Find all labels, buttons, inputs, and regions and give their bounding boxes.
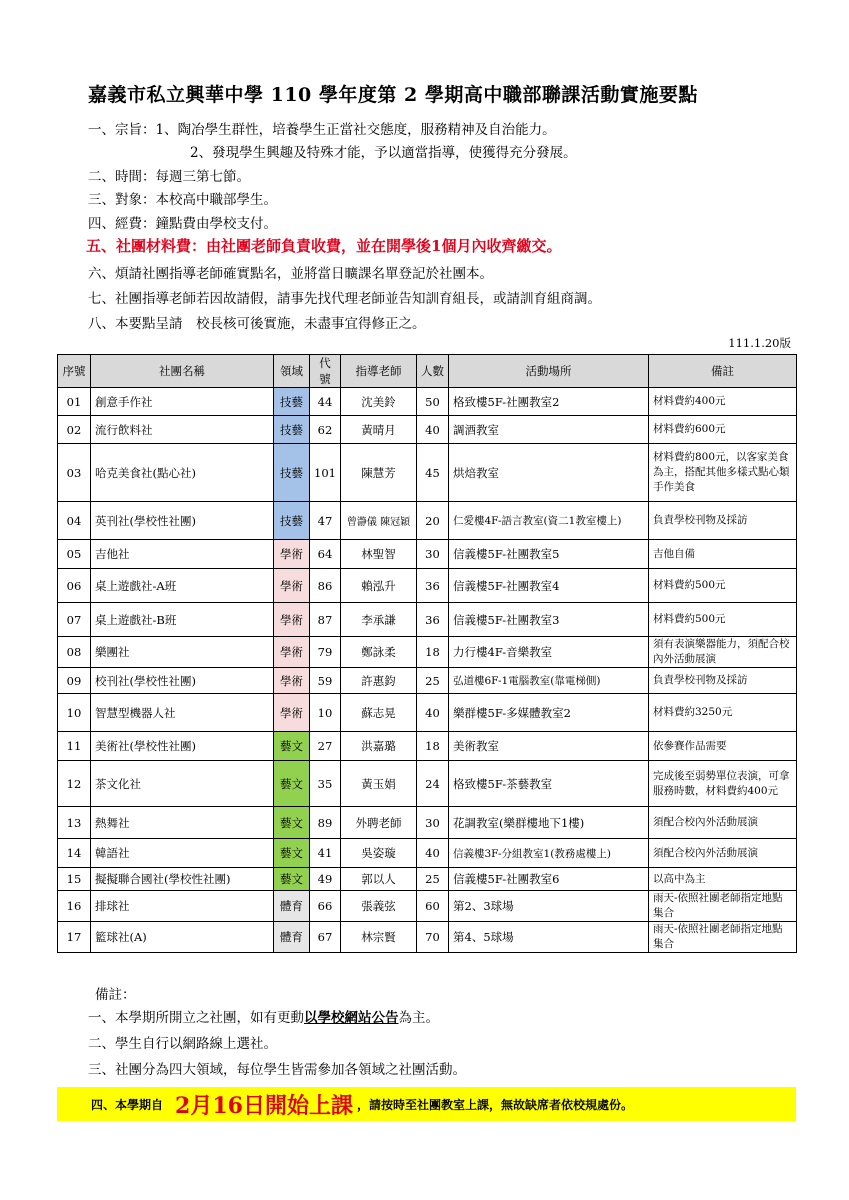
table-row [58, 502, 797, 540]
point-material-fee: 五、社團材料費：由社團老師負責收費，並在開學後1個月內收齊繳交。 [86, 237, 562, 255]
version-label: 111.1.20版 [728, 336, 791, 350]
table-row [58, 839, 797, 868]
cell-category: 藝文 [274, 732, 310, 761]
cell-note: 吉他自備 [649, 540, 797, 569]
cell-no: 06 [58, 569, 91, 603]
cell-code: 62 [310, 416, 341, 444]
cell-count: 50 [417, 388, 449, 416]
cell-name: 桌上遊戲社-A班 [91, 569, 274, 603]
table-row [58, 922, 797, 953]
cell-note: 完成後至弱勢單位表演，可拿服務時數，材料費約400元 [649, 761, 797, 807]
cell-category: 學術 [274, 603, 310, 637]
cell-count: 36 [417, 569, 449, 603]
cell-place: 信義樓5F-社團教室4 [449, 569, 649, 603]
cell-place: 第2、3球場 [449, 891, 649, 922]
cell-no: 16 [58, 891, 91, 922]
cell-teacher: 賴泓升 [341, 569, 417, 603]
cell-code: 35 [310, 761, 341, 807]
cell-teacher: 沈美鈴 [341, 388, 417, 416]
cell-no: 05 [58, 540, 91, 569]
cell-category: 學術 [274, 694, 310, 732]
cell-place: 調酒教室 [449, 416, 649, 444]
cell-place: 信義樓5F-社團教室5 [449, 540, 649, 569]
cell-code: 44 [310, 388, 341, 416]
cell-category: 學術 [274, 637, 310, 668]
clubs-table [57, 354, 797, 953]
cell-note: 以高中為主 [649, 868, 797, 891]
cell-name: 熱舞社 [91, 807, 274, 839]
cell-note: 須有表演樂器能力，須配合校內外活動展演 [649, 637, 797, 668]
cell-name: 擬擬聯合國社(學校性社團) [91, 868, 274, 891]
cell-name: 排球社 [91, 891, 274, 922]
cell-code: 67 [310, 922, 341, 953]
remarks-title: 備註： [95, 987, 136, 1003]
cell-count: 18 [417, 637, 449, 668]
cell-place: 力行樓4F-音樂教室 [449, 637, 649, 668]
table-row [58, 732, 797, 761]
cell-category: 體育 [274, 891, 310, 922]
cell-category: 學術 [274, 540, 310, 569]
cell-category: 藝文 [274, 868, 310, 891]
header-count: 人數 [417, 355, 449, 388]
point-purpose-2: 2、發現學生興趣及特殊才能，予以適當指導，使獲得充分發展。 [190, 145, 577, 161]
cell-code: 86 [310, 569, 341, 603]
cell-count: 25 [417, 868, 449, 891]
cell-code: 87 [310, 603, 341, 637]
header-name: 社團名稱 [91, 355, 274, 388]
table-row [58, 891, 797, 922]
cell-no: 13 [58, 807, 91, 839]
header-no: 序號 [58, 355, 91, 388]
cell-no: 02 [58, 416, 91, 444]
cell-teacher: 洪嘉璐 [341, 732, 417, 761]
banner-start-date: 2月16日開始上課 [175, 1092, 353, 1119]
cell-category: 藝文 [274, 839, 310, 868]
cell-code: 66 [310, 891, 341, 922]
table-row [58, 868, 797, 891]
point-leave: 七、社團指導老師若因故請假，請事先找代理老師並告知訓育組長，或請訓育組商調。 [88, 291, 601, 307]
cell-place: 美術教室 [449, 732, 649, 761]
cell-note: 材料費約600元 [649, 416, 797, 444]
cell-code: 89 [310, 807, 341, 839]
header-code: 代號 [310, 355, 341, 388]
cell-place: 弘道樓6F-1電腦教室(靠電梯側) [449, 668, 649, 694]
cell-code: 27 [310, 732, 341, 761]
cell-place: 格致樓5F-社團教室2 [449, 388, 649, 416]
table-row [58, 603, 797, 637]
cell-no: 12 [58, 761, 91, 807]
remark-1 [88, 1006, 439, 1026]
cell-place: 第4、5球場 [449, 922, 649, 953]
table-row [58, 416, 797, 444]
table-row [58, 807, 797, 839]
cell-place: 烘焙教室 [449, 444, 649, 502]
remark-1-underline: 以學校網站公告 [304, 1010, 399, 1026]
start-date-banner [57, 1087, 796, 1121]
table-row [58, 761, 797, 807]
point-funding: 四、經費：鐘點費由學校支付。 [88, 216, 277, 232]
cell-note: 須配合校內外活動展演 [649, 807, 797, 839]
table-row [58, 694, 797, 732]
cell-name: 籃球社(A) [91, 922, 274, 953]
cell-count: 20 [417, 502, 449, 540]
cell-category: 技藝 [274, 502, 310, 540]
table-row [58, 668, 797, 694]
cell-count: 30 [417, 807, 449, 839]
cell-category: 技藝 [274, 444, 310, 502]
cell-note: 雨天-依照社團老師指定地點集合 [649, 891, 797, 922]
cell-no: 07 [58, 603, 91, 637]
cell-note: 須配合校內外活動展演 [649, 839, 797, 868]
cell-count: 40 [417, 839, 449, 868]
remark-1-pre: 一、本學期所開立之社團，如有更動 [88, 1010, 304, 1026]
cell-category: 體育 [274, 922, 310, 953]
header-teacher: 指導老師 [341, 355, 417, 388]
cell-name: 樂團社 [91, 637, 274, 668]
cell-place: 花調教室(樂群樓地下1樓) [449, 807, 649, 839]
cell-teacher: 蘇志晃 [341, 694, 417, 732]
cell-place: 樂群樓5F-多媒體教室2 [449, 694, 649, 732]
cell-code: 79 [310, 637, 341, 668]
cell-name: 美術社(學校性社團) [91, 732, 274, 761]
cell-name: 韓語社 [91, 839, 274, 868]
cell-name: 吉他社 [91, 540, 274, 569]
point-roll-call: 六、煩請社團指導老師確實點名，並將當日曠課名單登記於社團本。 [88, 266, 493, 282]
cell-no: 08 [58, 637, 91, 668]
cell-no: 10 [58, 694, 91, 732]
header-category: 領域 [274, 355, 310, 388]
cell-note: 材料費約400元 [649, 388, 797, 416]
cell-teacher: 林聖智 [341, 540, 417, 569]
cell-count: 40 [417, 416, 449, 444]
cell-note: 材料費約800元，以客家美食為主，搭配其他多樣式點心類手作美食 [649, 444, 797, 502]
cell-count: 30 [417, 540, 449, 569]
cell-no: 14 [58, 839, 91, 868]
cell-note: 依參賽作品需要 [649, 732, 797, 761]
cell-note: 材料費約500元 [649, 569, 797, 603]
point-approval: 八、本要點呈請 校長核可後實施，未盡事宜得修正之。 [88, 316, 426, 332]
cell-teacher: 郭以人 [341, 868, 417, 891]
cell-no: 01 [58, 388, 91, 416]
cell-count: 18 [417, 732, 449, 761]
table-row [58, 540, 797, 569]
cell-note: 負責學校刊物及採訪 [649, 502, 797, 540]
cell-name: 流行飲料社 [91, 416, 274, 444]
cell-count: 25 [417, 668, 449, 694]
cell-teacher: 許惠鈞 [341, 668, 417, 694]
cell-name: 哈克美食社(點心社) [91, 444, 274, 502]
cell-name: 創意手作社 [91, 388, 274, 416]
table-header-row [58, 355, 797, 388]
cell-note: 材料費約3250元 [649, 694, 797, 732]
cell-teacher: 黃晴月 [341, 416, 417, 444]
point-purpose: 一、宗旨：1、陶冶學生群性，培養學生正當社交態度，服務精神及自治能力。 [88, 122, 556, 138]
point-time: 二、時間：每週三第七節。 [88, 169, 250, 185]
banner-post: ，請按時至社團教室上課，無故缺席者依校規處份。 [356, 1097, 633, 1112]
cell-category: 學術 [274, 569, 310, 603]
cell-category: 技藝 [274, 388, 310, 416]
cell-count: 36 [417, 603, 449, 637]
cell-code: 10 [310, 694, 341, 732]
document-title: 嘉義市私立興華中學 110 學年度第 2 學期高中職部聯課活動實施要點 [88, 84, 698, 106]
cell-code: 101 [310, 444, 341, 502]
cell-teacher: 陳慧芳 [341, 444, 417, 502]
cell-place: 信義樓5F-社團教室3 [449, 603, 649, 637]
cell-teacher: 吳姿璇 [341, 839, 417, 868]
cell-note: 負責學校刊物及採訪 [649, 668, 797, 694]
table-body [58, 388, 797, 953]
cell-name: 智慧型機器人社 [91, 694, 274, 732]
cell-count: 60 [417, 891, 449, 922]
cell-no: 04 [58, 502, 91, 540]
cell-no: 03 [58, 444, 91, 502]
cell-teacher: 外聘老師 [341, 807, 417, 839]
cell-teacher: 鄭詠柔 [341, 637, 417, 668]
cell-place: 信義樓3F-分組教室1(教務處樓上) [449, 839, 649, 868]
banner-pre: 四、本學期自 [91, 1097, 164, 1112]
remark-2: 二、學生自行以網路線上選社。 [88, 1036, 277, 1052]
remark-1-post: 為主。 [398, 1010, 439, 1026]
cell-code: 59 [310, 668, 341, 694]
remark-3: 三、社團分為四大領域，每位學生皆需參加各領域之社團活動。 [88, 1062, 466, 1078]
cell-code: 41 [310, 839, 341, 868]
cell-teacher: 曾瀞儀 陳冠穎 [341, 502, 417, 540]
cell-code: 64 [310, 540, 341, 569]
cell-teacher: 張義弦 [341, 891, 417, 922]
cell-count: 45 [417, 444, 449, 502]
table-row [58, 569, 797, 603]
cell-category: 藝文 [274, 761, 310, 807]
cell-teacher: 林宗賢 [341, 922, 417, 953]
cell-place: 仁愛樓4F-語言教室(資二1教室樓上) [449, 502, 649, 540]
cell-name: 英刊社(學校性社團) [91, 502, 274, 540]
cell-note: 雨天-依照社團老師指定地點集合 [649, 922, 797, 953]
cell-no: 09 [58, 668, 91, 694]
cell-teacher: 黃玉娟 [341, 761, 417, 807]
cell-place: 格致樓5F-茶藝教室 [449, 761, 649, 807]
cell-no: 11 [58, 732, 91, 761]
cell-name: 桌上遊戲社-B班 [91, 603, 274, 637]
cell-category: 學術 [274, 668, 310, 694]
header-place: 活動場所 [449, 355, 649, 388]
table-row [58, 637, 797, 668]
point-target: 三、對象：本校高中職部學生。 [88, 192, 277, 208]
cell-count: 40 [417, 694, 449, 732]
cell-name: 校刊社(學校性社團) [91, 668, 274, 694]
cell-code: 49 [310, 868, 341, 891]
cell-count: 70 [417, 922, 449, 953]
table-row [58, 444, 797, 502]
cell-place: 信義樓5F-社團教室6 [449, 868, 649, 891]
cell-no: 17 [58, 922, 91, 953]
cell-note: 材料費約500元 [649, 603, 797, 637]
cell-code: 47 [310, 502, 341, 540]
cell-no: 15 [58, 868, 91, 891]
cell-category: 藝文 [274, 807, 310, 839]
cell-teacher: 李承謙 [341, 603, 417, 637]
cell-category: 技藝 [274, 416, 310, 444]
cell-name: 茶文化社 [91, 761, 274, 807]
header-note: 備註 [649, 355, 797, 388]
cell-count: 24 [417, 761, 449, 807]
table-row [58, 388, 797, 416]
